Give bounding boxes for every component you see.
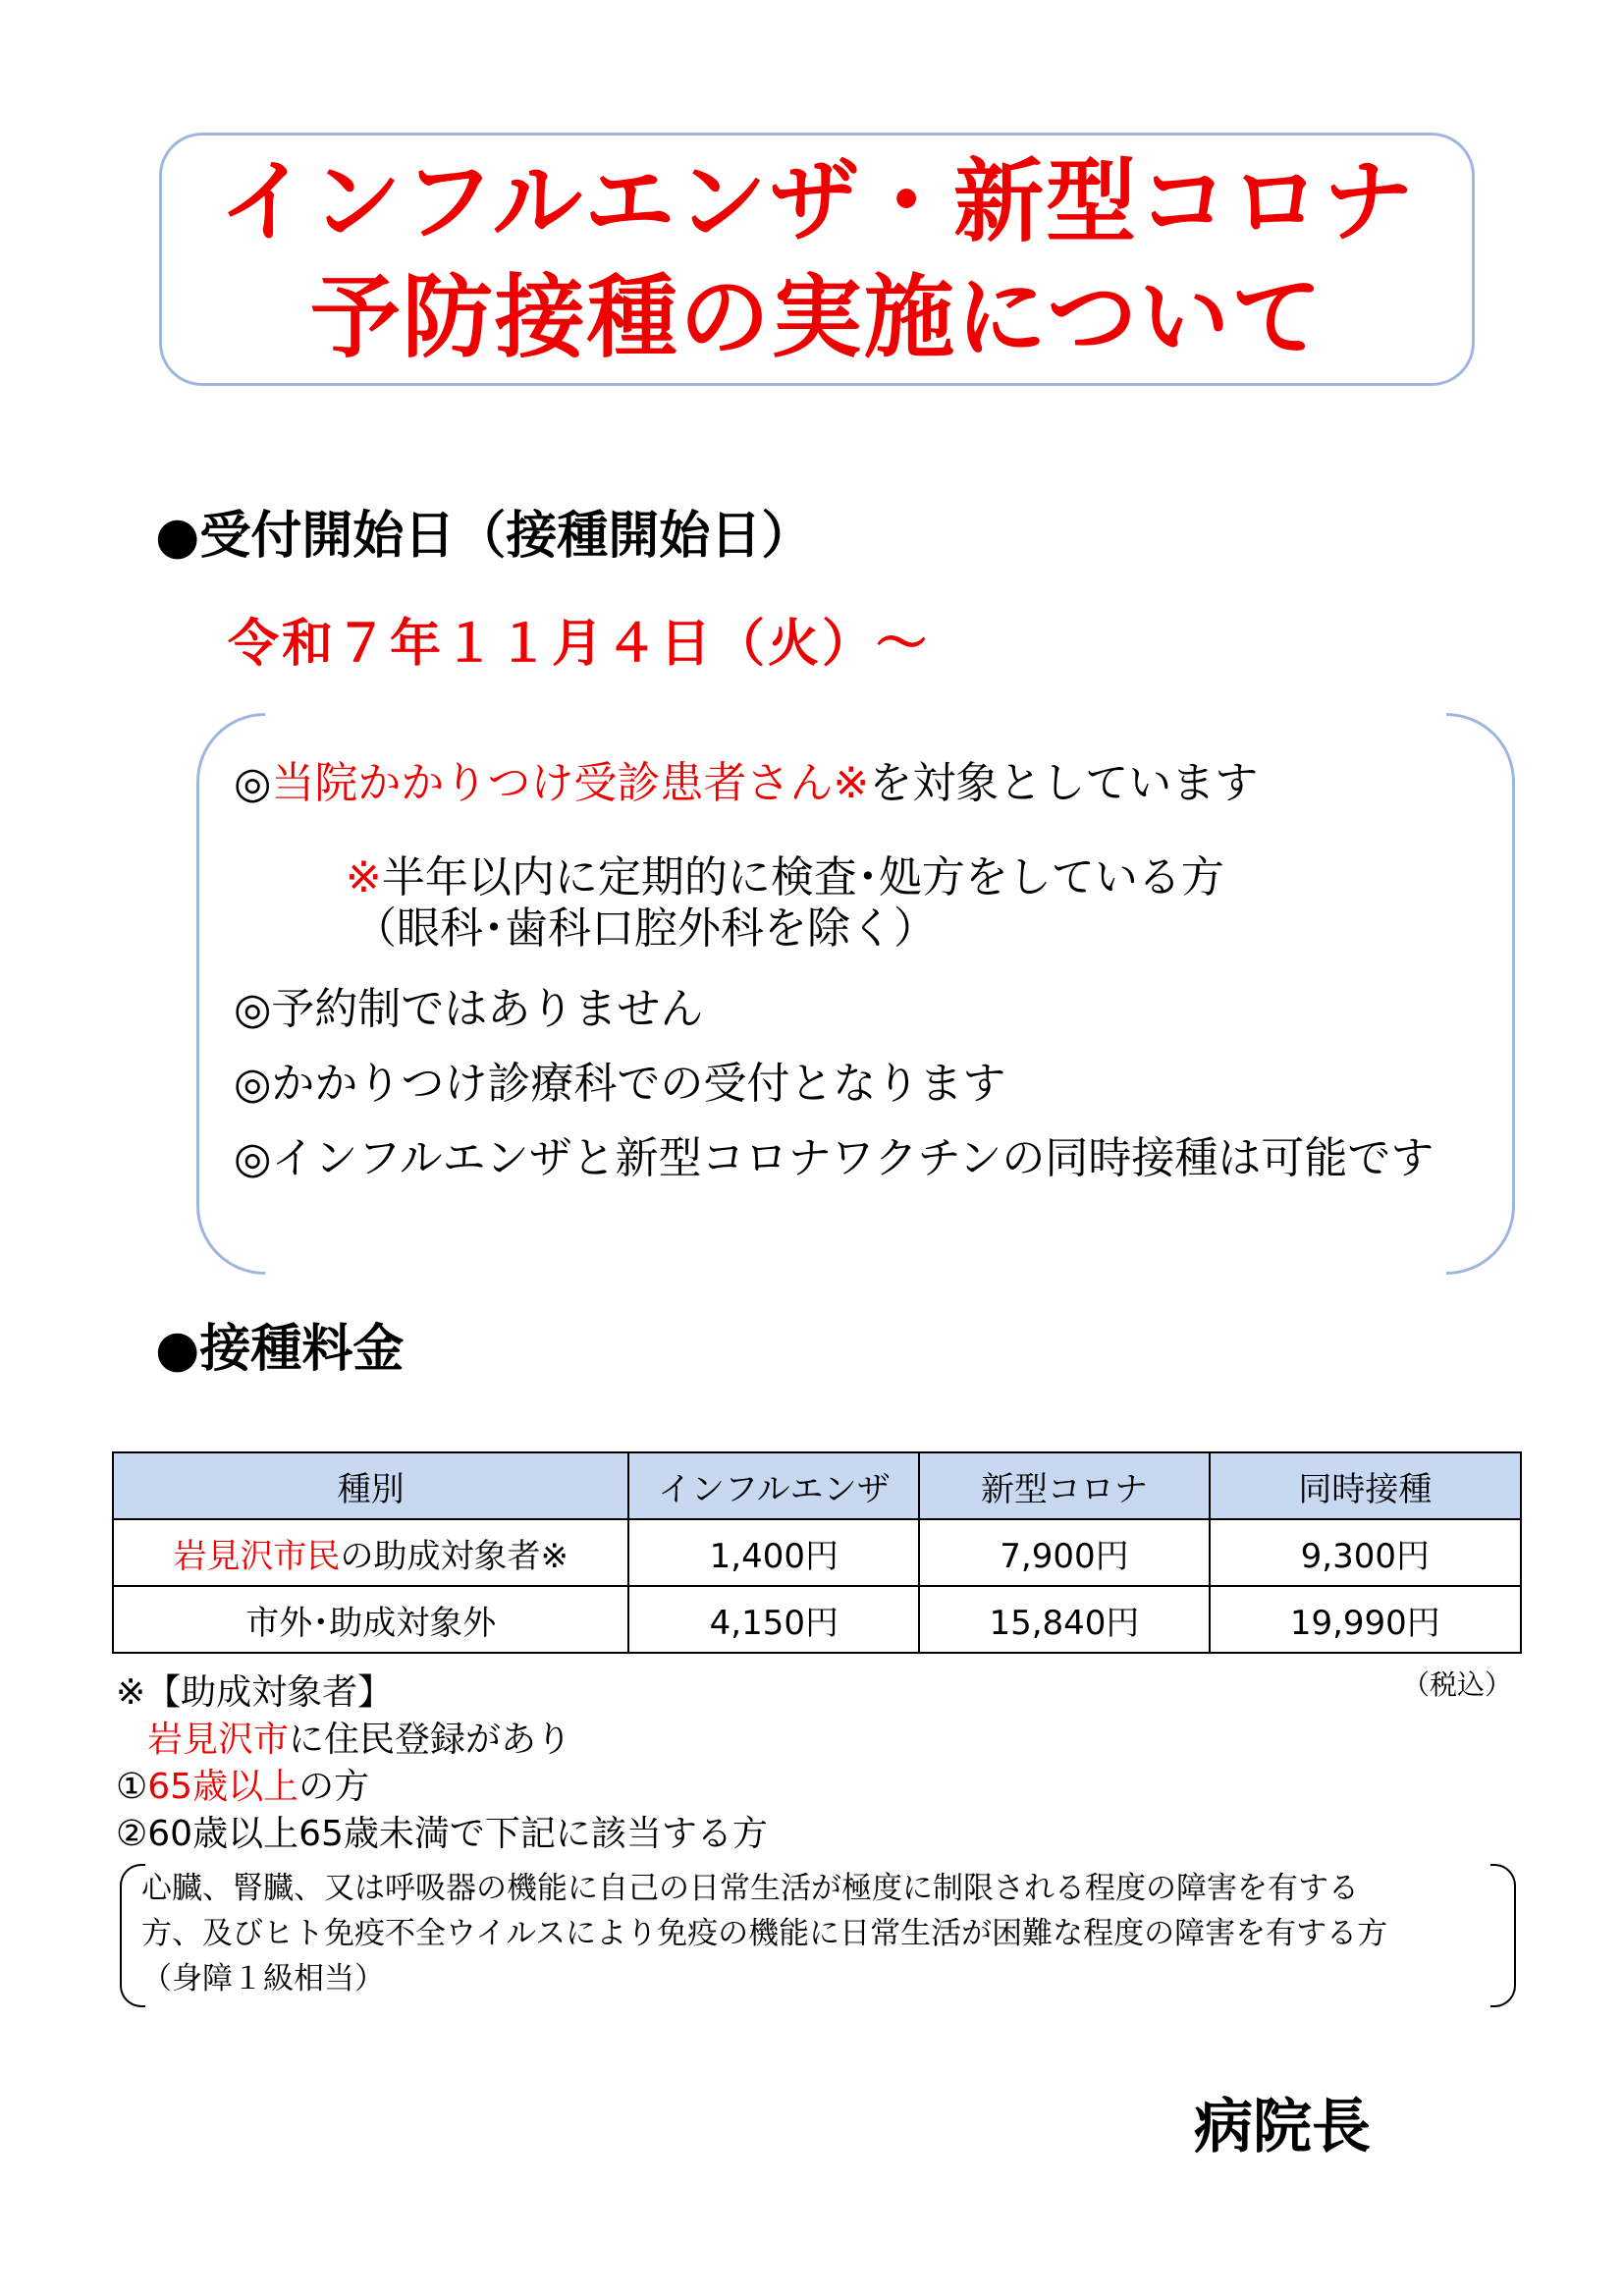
fee-table-header-row [113,1452,1521,1519]
info-note-1-mark: ※ [346,852,382,902]
signature: 病院長 [1194,2093,1371,2161]
table-row [113,1586,1521,1653]
title-line-2: 予防接種の実施について [309,265,1325,370]
eligibility-line-1-text: に住民登録があり [289,1720,572,1760]
fee-cell: 7,900円 [919,1519,1209,1586]
fee-table [112,1451,1522,1654]
eligibility-title: ※【助成対象者】 [116,1672,394,1713]
eligibility-line-1 [147,1722,571,1758]
fee-cell: 15,840円 [919,1586,1209,1653]
eligibility-detail-3: （身障１級相当） [141,1961,385,1996]
fee-header-covid: 新型コロナ [919,1452,1209,1519]
info-item-1-mark: ◎ [234,758,272,808]
info-item-2: ◎予約制ではありません [234,984,704,1034]
fee-header-type: 種別 [113,1452,628,1519]
fee-heading: ●接種料金 [155,1320,405,1379]
eligibility-line-3: ②60歳以上65歳未満で下記に該当する方 [116,1814,768,1854]
info-item-1-highlight: 当院かかりつけ受診患者さん※ [271,758,870,808]
eligibility-line-2-text: の方 [298,1767,370,1807]
info-item-3: ◎かかりつけ診療科での受付となります [234,1059,1006,1109]
fee-header-influenza: インフルエンザ [628,1452,919,1519]
reception-heading: ●受付開始日（接種開始日） [155,507,813,566]
eligibility-city: 岩見沢市 [147,1720,290,1760]
info-item-1-text: を対象としています [869,758,1259,808]
eligibility-line-2-mark: ① [116,1767,148,1807]
fee-cell: 9,300円 [1210,1519,1521,1586]
info-note-1 [346,852,1224,902]
eligibility-line-2 [116,1767,370,1807]
fee-cell: 1,400円 [628,1519,919,1586]
eligibility-age: 65歳以上 [147,1767,299,1807]
fee-row-label-text: の助成対象者※ [340,1536,568,1576]
fee-row-label: 市外･助成対象外 [113,1586,628,1653]
reception-date: 令和７年１１月４日（火）～ [228,615,931,674]
info-note-2: （眼科･歯科口腔外科を除く） [353,903,937,954]
info-note-1-text: 半年以内に定期的に検査･処方をしている方 [381,852,1224,902]
fee-cell: 4,150円 [628,1586,919,1653]
table-row [113,1519,1521,1586]
detail-paren-right [1490,1864,1516,2007]
info-bracket-right [1446,713,1515,1275]
fee-row-label-highlight: 岩見沢市民 [173,1536,341,1576]
eligibility-detail-1: 心臓、腎臓、又は呼吸器の機能に自己の日常生活が極度に制限される程度の障害を有する [141,1871,1359,1906]
fee-row-label [113,1519,628,1586]
fee-cell: 19,990円 [1210,1586,1521,1653]
eligibility-detail-2: 方、及びヒト免疫不全ウイルスにより免疫の機能に日常生活が困難な程度の障害を有する方 [141,1916,1388,1951]
tax-note: （税込） [1402,1668,1513,1701]
info-item-4: ◎インフルエンザと新型コロナワクチンの同時接種は可能です [234,1133,1434,1183]
title-line-1: インフルエンザ・新型コロナ [218,149,1416,254]
fee-header-combined: 同時接種 [1210,1452,1521,1519]
info-item-1 [234,758,1259,808]
